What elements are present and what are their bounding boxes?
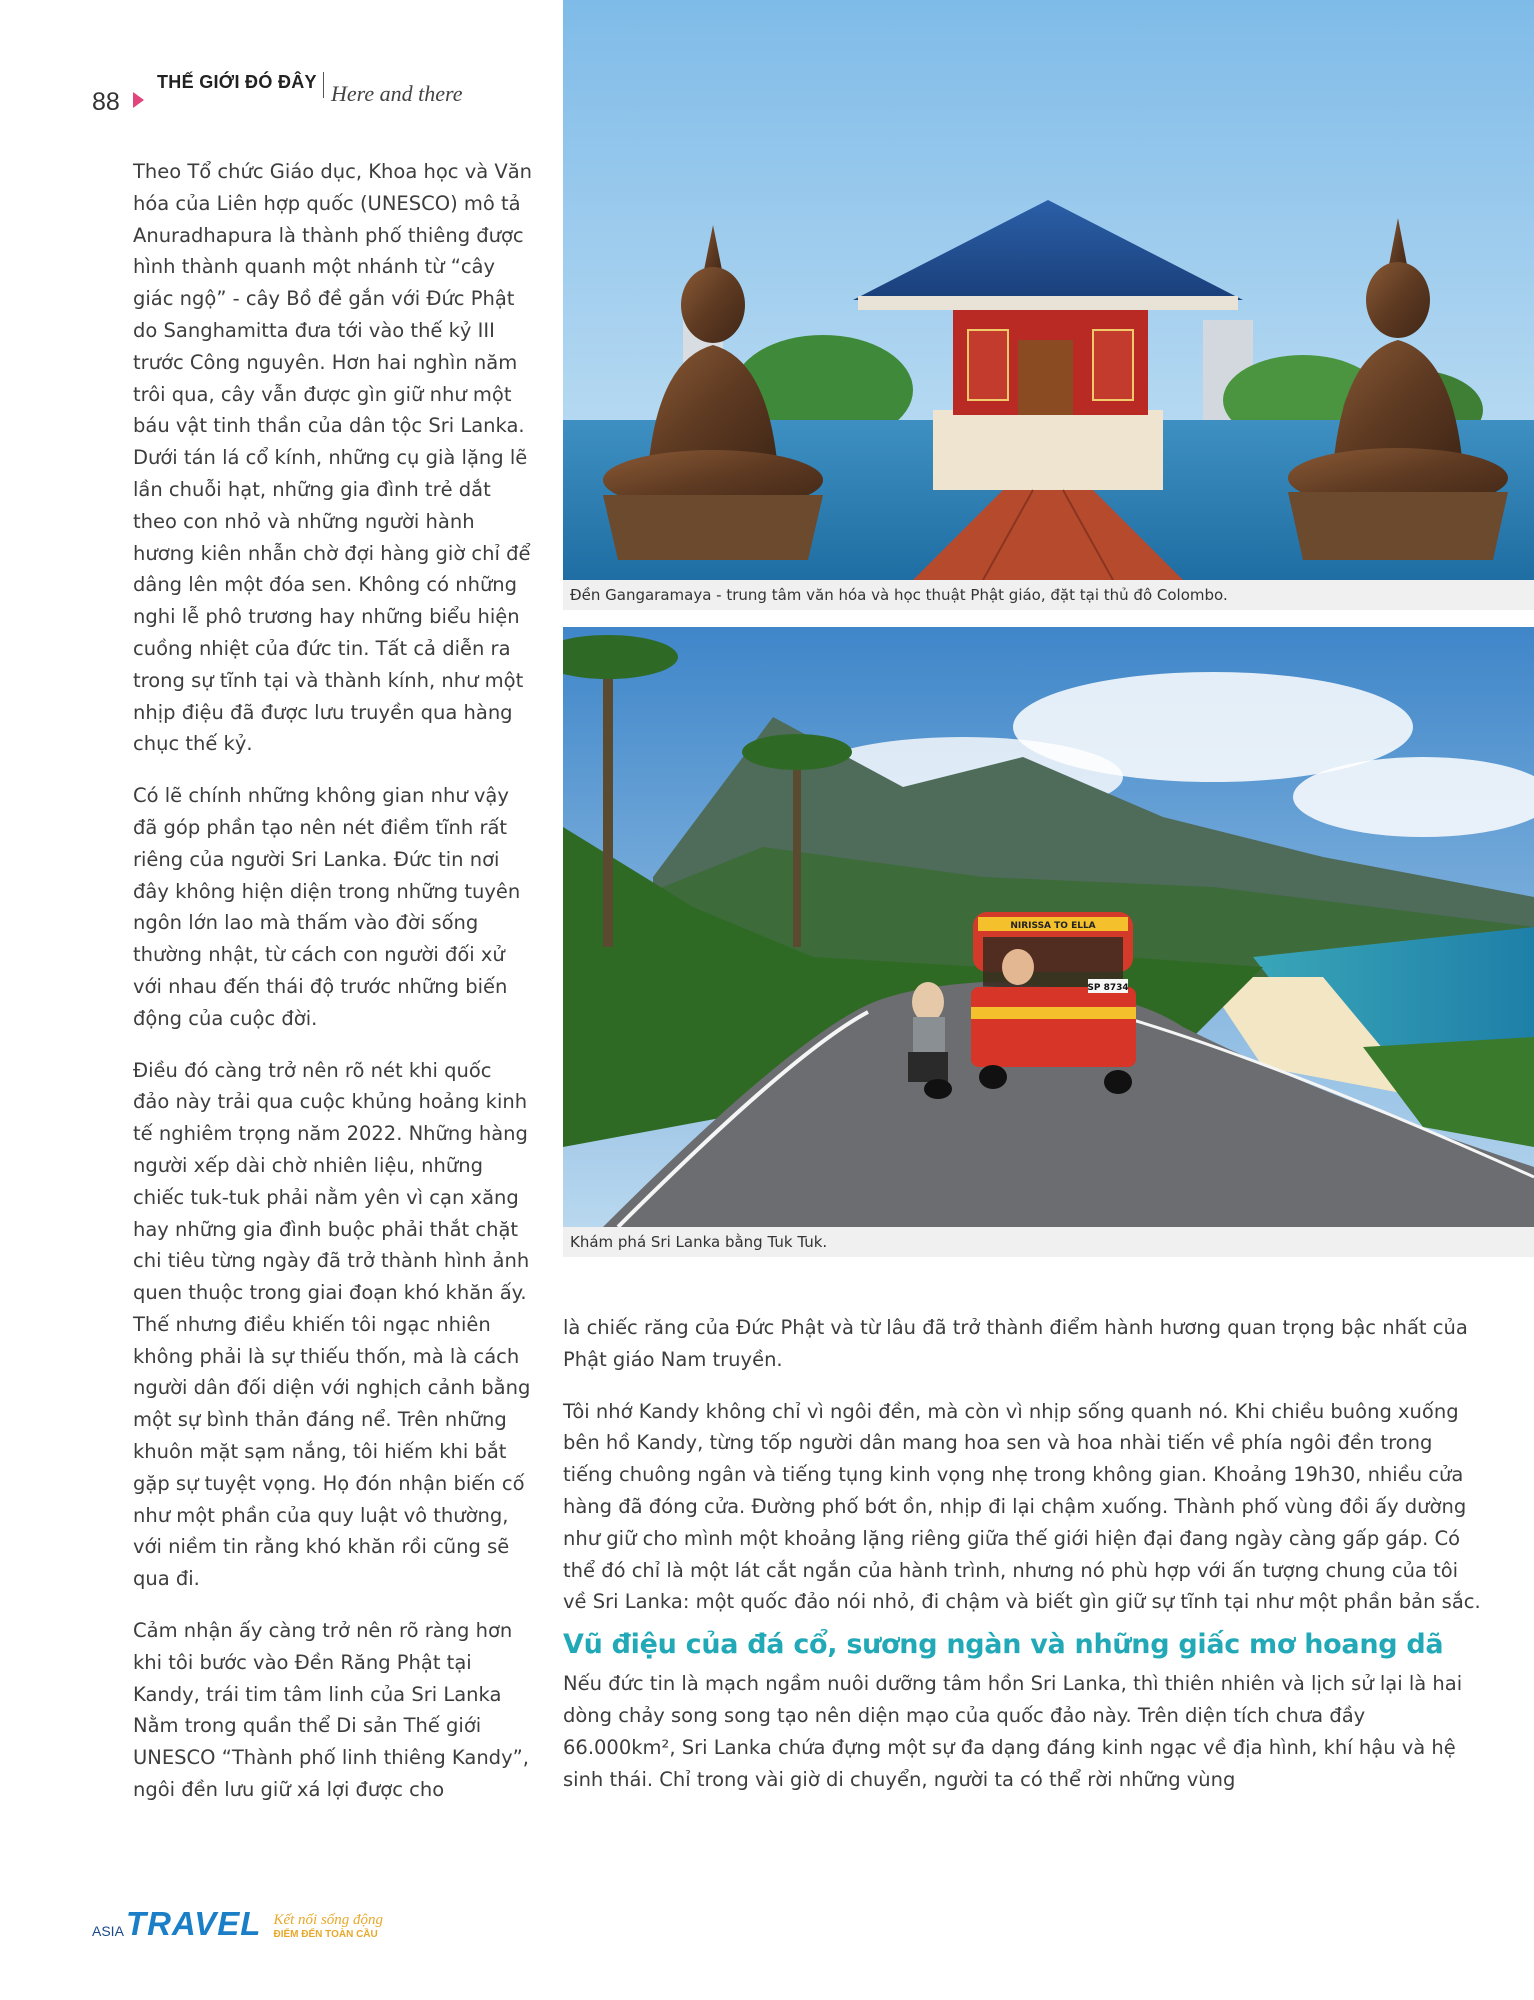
tuktuk-plate: SP 8734 bbox=[1087, 983, 1129, 993]
paragraph: Nếu đức tin là mạch ngầm nuôi dưỡng tâm hồn Sri Lanka, thì thiên nhiên và lịch sử lại là hai dòng chảy song song tạo nên diện mạo của quốc đảo này. Trên diện tích chưa đầy 66.000km², Sri Lanka chứa đựng một sự đa dạng đáng kinh ngạc về địa hình, khí hậu và hệ sinh thái. Chỉ trong vài giờ di chuyển, người ta có thể rời những vùng bbox=[563, 1672, 1463, 1791]
brand-tagline-line-1: Kết nối sống động bbox=[273, 1912, 384, 1928]
subheading: Vũ điệu của đá cổ, sương ngàn và những giấc mơ hoang dã bbox=[563, 1629, 1444, 1661]
section-arrow-icon bbox=[133, 92, 144, 108]
left-column bbox=[133, 156, 533, 1826]
paragraph: Điều đó càng trở nên rõ nét khi quốc đảo này trải qua cuộc khủng hoảng kinh tế nghiêm trọng năm 2022. Những hàng người xếp dài chờ nhiên liệu, những chiếc tuk-tuk phải nằm yên vì cạn xăng hay những gia đình buộc phải thắt chặt chi tiêu từng ngày đã trở thành hình ảnh quen thuộc trong giai đoạn khó khăn ấy. Thế nhưng điều khiến tôi ngạc nhiên không phải là sự thiếu thốn, mà là cách người dân đối diện với nghịch cảnh bằng một sự bình thản đáng nể. Trên những khuôn mặt sạm nắng, tôi hiếm khi bắt gặp sự tuyệt vọng. Họ đón nhận biến cố như một phần của quy luật vô thường, với niềm tin rằng khó khăn rồi cũng sẽ qua đi. bbox=[133, 1058, 531, 1591]
paragraph: Có lẽ chính những không gian như vậy đã góp phần tạo nên nét điềm tĩnh rất riêng của người Sri Lanka. Đức tin nơi đây không hiện diện trong những tuyên ngôn lớn lao mà thấm vào đời sống thường nhật, từ cách con người đối xử với nhau đến thái độ trước những biến động của cuộc đời. bbox=[133, 784, 521, 1030]
tuktuk-photo bbox=[563, 627, 1534, 1227]
section-subtitle: Here and there bbox=[331, 81, 463, 106]
brand-prefix: ASIA bbox=[92, 1923, 124, 1939]
title-divider bbox=[323, 72, 324, 98]
brand-logo bbox=[92, 1905, 383, 1943]
section-title: THẾ GIỚI ĐÓ ĐÂY bbox=[157, 72, 317, 92]
paragraph: Cảm nhận ấy càng trở nên rõ ràng hơn khi tôi bước vào Đền Răng Phật tại Kandy, trái tim tâm linh của Sri Lanka Nằm trong quần thể Di sản Thế giới UNESCO “Thành phố linh thiêng Kandy”, ngôi đền lưu giữ xá lợi được cho bbox=[133, 1619, 529, 1802]
temple-caption: Đền Gangaramaya - trung tâm văn hóa và học thuật Phật giáo, đặt tại thủ đô Colombo. bbox=[563, 580, 1534, 610]
page-number: 88 bbox=[92, 88, 120, 116]
brand-name: TRAVEL bbox=[125, 1905, 262, 1942]
brand-tagline-line-2: ĐIỂM ĐẾN TOÀN CẦU bbox=[273, 1929, 378, 1940]
tuktuk-caption: Khám phá Sri Lanka bằng Tuk Tuk. bbox=[563, 1227, 1534, 1257]
brand-tagline bbox=[273, 1912, 383, 1940]
paragraph: Theo Tổ chức Giáo dục, Khoa học và Văn hóa của Liên hợp quốc (UNESCO) mô tả Anuradhapura là thành phố thiêng được hình thành quanh một nhánh từ “cây giác ngộ” - cây Bồ đề gắn với Đức Phật do Sanghamitta đưa tới vào thế kỷ III trước Công nguyên. Hơn hai nghìn năm trôi qua, cây vẫn được gìn giữ như một báu vật tinh thần của dân tộc Sri Lanka. Dưới tán lá cổ kính, những cụ già lặng lẽ lần chuỗi hạt, những gia đình trẻ dắt theo con nhỏ và những người hành hương kiên nhẫn chờ đợi hàng giờ chỉ để dâng lên một đóa sen. Không có những nghi lễ phô trương hay những biểu hiện cuồng nhiệt của đức tin. Tất cả diễn ra trong sự tĩnh tại và thành kính, như một nhịp điệu đã được lưu truyền qua hàng chục thế kỷ. bbox=[133, 160, 533, 756]
tuktuk-sign: NIRISSA TO ELLA bbox=[1010, 921, 1096, 931]
right-column bbox=[563, 1312, 1483, 1815]
paragraph: Tôi nhớ Kandy không chỉ vì ngôi đền, mà còn vì nhịp sống quanh nó. Khi chiều buông xuống bên hồ Kandy, từng tốp người dân mang hoa sen và hoa nhài tiến về phía ngôi đền trong tiếng chuông ngân và tiếng tụng kinh vọng nhẹ trong không gian. Khoảng 19h30, nhiều cửa hàng đã đóng cửa. Đường phố bớt ồn, nhịp đi lại chậm xuống. Thành phố vùng đồi ấy dường như giữ cho mình một khoảng lặng riêng giữa thế giới hiện đại đang ngày càng gấp gáp. Có thể đó chỉ là một lát cắt ngắn của hành trình, nhưng nó phù hợp với ấn tượng chung của tôi về Sri Lanka: một quốc đảo nói nhỏ, đi chậm và biết gìn giữ sự tĩnh tại như một phần bản sắc. bbox=[563, 1399, 1481, 1614]
paragraph: là chiếc răng của Đức Phật và từ lâu đã trở thành điểm hành hương quan trọng bậc nhất của Phật giáo Nam truyền. bbox=[563, 1316, 1468, 1371]
temple-photo bbox=[563, 0, 1534, 580]
